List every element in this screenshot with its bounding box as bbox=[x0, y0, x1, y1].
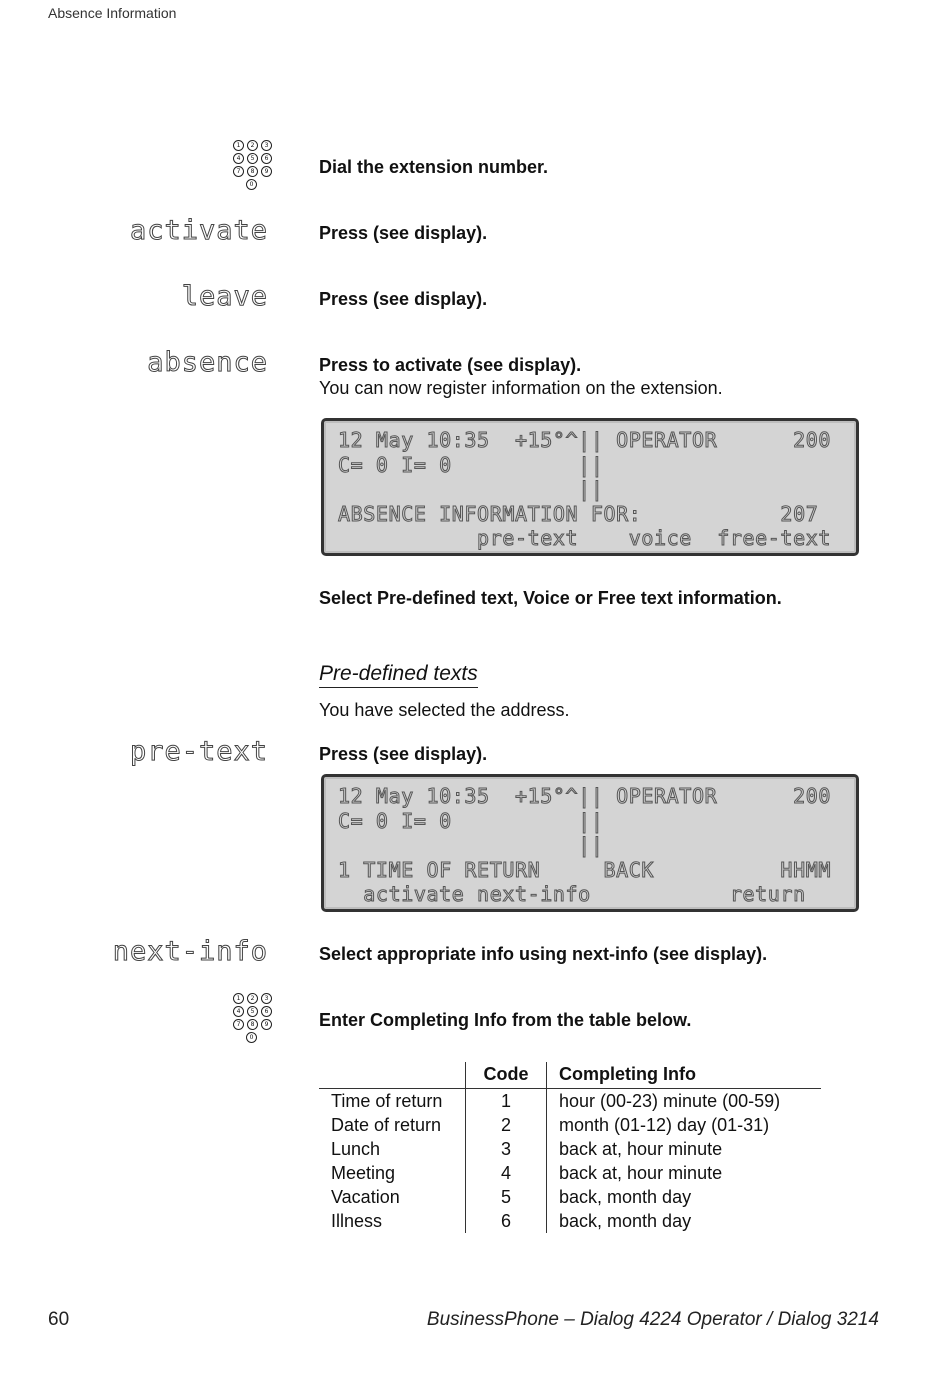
footer-title: BusinessPhone – Dialog 4224 Operator / Dialog 3214 bbox=[426, 1309, 879, 1330]
table-cell: 4 bbox=[466, 1161, 547, 1185]
completing-info-table bbox=[319, 1062, 821, 1233]
keypad-key: 1 bbox=[233, 140, 244, 151]
step-dial-extension: Dial the extension number. bbox=[319, 157, 549, 177]
running-head: Absence Information bbox=[48, 5, 177, 21]
keypad-key: 2 bbox=[247, 993, 258, 1004]
keypad-key: 3 bbox=[261, 993, 272, 1004]
table-cell: Date of return bbox=[319, 1113, 466, 1137]
table-header-row bbox=[319, 1062, 821, 1089]
keypad-icon bbox=[233, 140, 273, 192]
predefined-intro: You have selected the address. bbox=[319, 700, 570, 720]
table-cell: month (01-12) day (01-31) bbox=[559, 1114, 770, 1135]
keypad-key: 5 bbox=[247, 153, 258, 164]
keypad-key: 4 bbox=[233, 153, 244, 164]
keypad-key: 7 bbox=[233, 166, 244, 177]
table-row bbox=[319, 1089, 821, 1114]
absence-softkey[interactable]: absence bbox=[147, 347, 268, 378]
step-press-pre-text: Press (see display). bbox=[319, 744, 488, 764]
step-enter-completing-info: Enter Completing Info from the table below. bbox=[319, 1010, 692, 1030]
keypad-key: 4 bbox=[233, 1006, 244, 1017]
step-press-activate: Press (see display). bbox=[319, 223, 488, 243]
table-cell: Vacation bbox=[319, 1185, 466, 1209]
table-cell: Illness bbox=[319, 1209, 466, 1233]
step-press-absence: Press to activate (see display). You can now register information on the extension. bbox=[319, 355, 723, 398]
keypad-key: 8 bbox=[247, 166, 258, 177]
table-cell: 3 bbox=[466, 1137, 547, 1161]
keypad-key: 6 bbox=[261, 153, 272, 164]
keypad-key: 6 bbox=[261, 1006, 272, 1017]
keypad-key: 9 bbox=[261, 166, 272, 177]
display-softkey-row: pre-text voice free-text bbox=[338, 526, 831, 550]
display-line: C= 0 I= 0 || bbox=[338, 808, 604, 833]
keypad-key: 7 bbox=[233, 1019, 244, 1030]
display-line: 1 TIME OF RETURN BACK HHMM bbox=[338, 857, 831, 882]
display-line: || bbox=[338, 477, 604, 501]
pre-text-softkey[interactable]: pre-text bbox=[129, 736, 268, 767]
table-header: Completing Info bbox=[547, 1062, 822, 1089]
leave-softkey[interactable]: leave bbox=[181, 281, 268, 312]
keypad-key: 9 bbox=[261, 1019, 272, 1030]
keypad-key: 8 bbox=[247, 1019, 258, 1030]
table-row bbox=[319, 1137, 821, 1161]
section-title-predefined: Pre-defined texts bbox=[319, 662, 478, 688]
table-header: Code bbox=[466, 1062, 547, 1089]
lcd-display-absence-info bbox=[321, 418, 859, 556]
step-press-leave: Press (see display). bbox=[319, 289, 488, 309]
page-number: 60 bbox=[48, 1309, 70, 1330]
display-line: 12 May 10:35 +15°^|| OPERATOR 200 bbox=[338, 428, 831, 452]
table-cell: back at, hour minute bbox=[559, 1138, 723, 1159]
activate-softkey[interactable]: activate bbox=[129, 215, 268, 246]
table-cell: 2 bbox=[466, 1113, 547, 1137]
display-line: 12 May 10:35 +15°^|| OPERATOR 200 bbox=[338, 784, 831, 808]
table-cell: 1 bbox=[466, 1089, 547, 1114]
next-info-softkey[interactable]: next-info bbox=[112, 936, 268, 967]
keypad-key: 3 bbox=[261, 140, 272, 151]
keypad-key: 2 bbox=[247, 140, 258, 151]
table-cell: back at, hour minute bbox=[559, 1162, 723, 1183]
keypad-icon bbox=[233, 993, 273, 1045]
table-cell: back, month day bbox=[559, 1186, 692, 1207]
step-select-next-info: Select appropriate info using next-info (see display). bbox=[319, 944, 768, 964]
keypad-key: 5 bbox=[247, 1006, 258, 1017]
display-line: || bbox=[338, 833, 604, 857]
keypad-key: 0 bbox=[246, 179, 257, 190]
select-text-instruction: Select Pre-defined text, Voice or Free text information. bbox=[319, 588, 782, 608]
table-cell: hour (00-23) minute (00-59) bbox=[559, 1090, 781, 1111]
table-cell: 5 bbox=[466, 1185, 547, 1209]
table-row bbox=[319, 1185, 821, 1209]
table-header bbox=[319, 1062, 466, 1089]
lcd-display-time-of-return bbox=[321, 774, 859, 912]
table-row bbox=[319, 1209, 821, 1233]
table-row bbox=[319, 1113, 821, 1137]
display-line: ABSENCE INFORMATION FOR: 207 bbox=[338, 501, 819, 526]
display-line: C= 0 I= 0 || bbox=[338, 452, 604, 477]
keypad-key: 1 bbox=[233, 993, 244, 1004]
display-softkey-row: activate next-info return bbox=[338, 882, 806, 906]
table-cell: 6 bbox=[466, 1209, 547, 1233]
table-row bbox=[319, 1161, 821, 1185]
table-cell: back, month day bbox=[559, 1210, 692, 1231]
table-cell: Lunch bbox=[319, 1137, 466, 1161]
keypad-key: 0 bbox=[246, 1032, 257, 1043]
table-cell: Time of return bbox=[319, 1089, 466, 1114]
table-cell: Meeting bbox=[319, 1161, 466, 1185]
